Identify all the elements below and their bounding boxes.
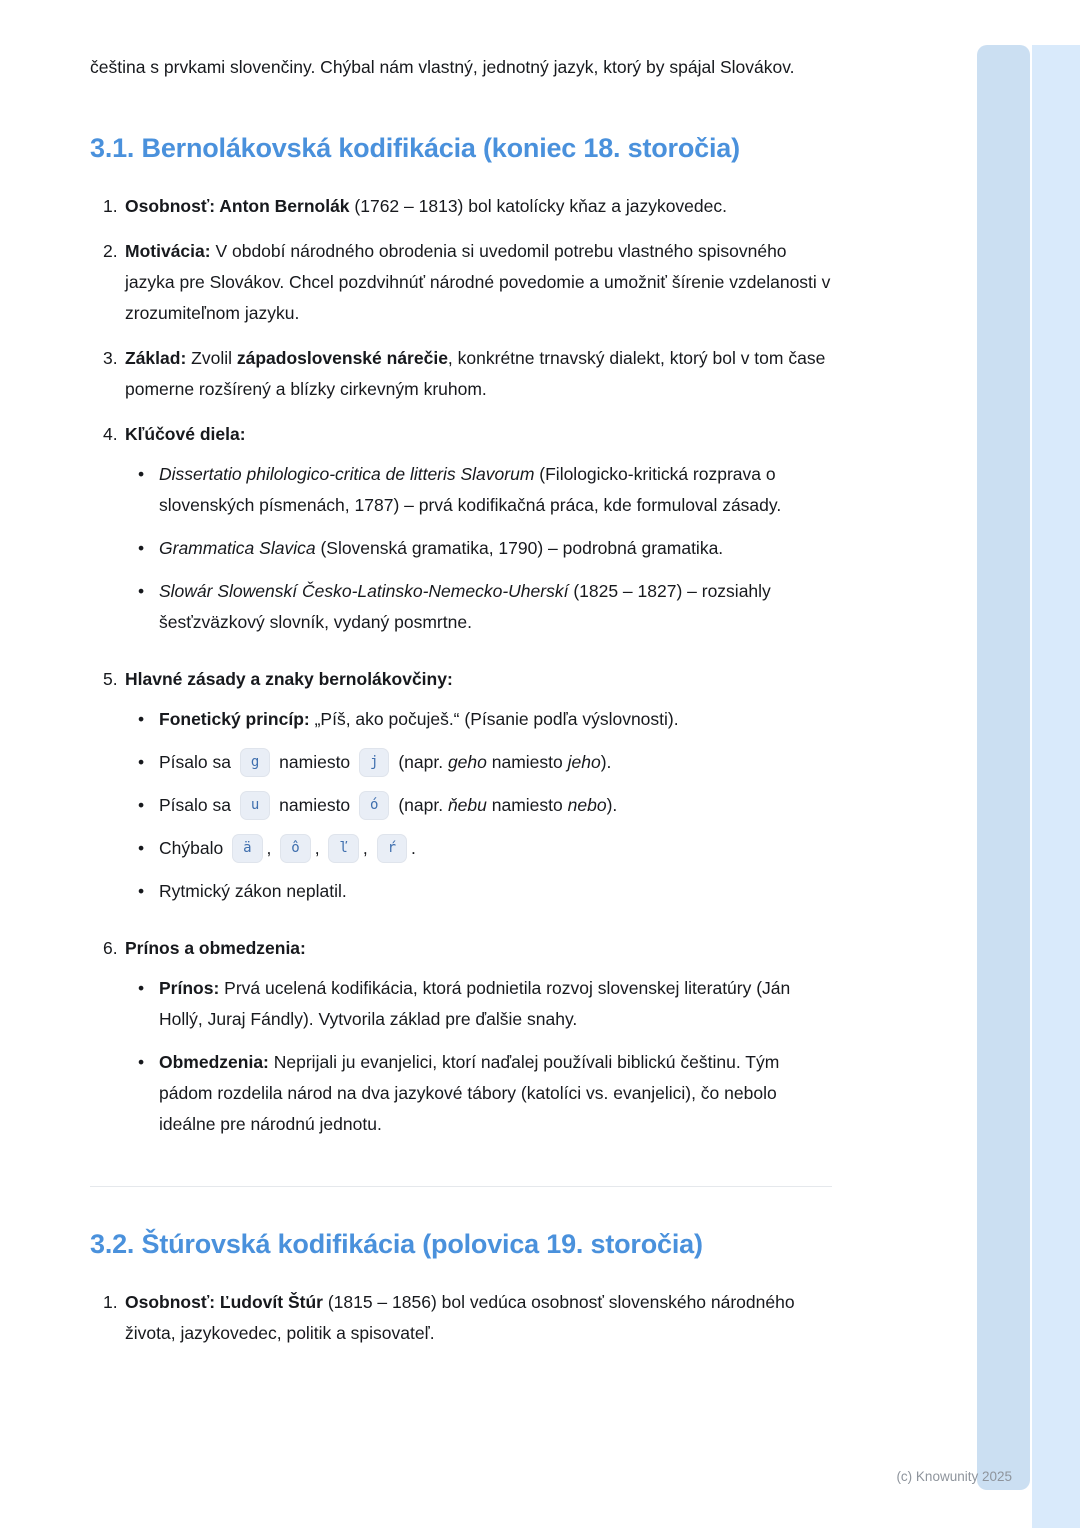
item-text [125, 419, 832, 650]
text-segment: , konkrétne trnavský dialekt, ktorý bol v tom čase pomerne rozšírený a blízky cirkevným kruhom. [125, 348, 826, 399]
text-segment: Základ: [125, 348, 187, 368]
text-segment: Neprijali ju evanjelici, ktorí naďalej používali biblickú češtinu. Tým pádom rozdelila národ na dva jazykové tábory (katolíci vs. evanjelici), čo nebolo ideálne pre národnú jednotu. [159, 1052, 780, 1134]
bullet-marker: • [138, 978, 145, 998]
text-segment: Osobnosť: Anton Bernolák [125, 196, 350, 216]
inline-code-chip: ŕ [377, 834, 407, 863]
text-segment: Dissertatio philologico-critica de litteris Slavorum [159, 464, 535, 484]
inline-code-chip: ô [280, 834, 310, 863]
text-segment: namiesto [486, 752, 568, 772]
text-segment: nebo [567, 795, 607, 815]
section-3-1 [90, 131, 832, 1152]
bullet-item [125, 833, 832, 864]
bullet-list [125, 973, 832, 1140]
scrollbar[interactable] [977, 45, 1030, 1490]
text-segment: (Slovenská gramatika, 1790) – podrobná gramatika. [315, 538, 724, 558]
item-number: 2. [103, 241, 118, 261]
bullet-text [159, 747, 832, 778]
bullet-marker: • [138, 795, 145, 815]
inline-code-chip: ľ [328, 834, 358, 863]
bullet-marker: • [138, 881, 145, 901]
text-segment: (1762 – 1813) bol katolícky kňaz a jazykovedec. [349, 196, 727, 216]
text-segment: Slowár Slowenskí Česko-Latinsko-Nemecko-Uherskí [159, 581, 569, 601]
inline-code-chip: ä [232, 834, 262, 863]
section-3-1-list [90, 191, 832, 1152]
item-number: 3. [103, 348, 118, 368]
text-segment: Obmedzenia: [159, 1052, 269, 1072]
text-segment: (napr. [393, 795, 448, 815]
text-segment: . [411, 838, 416, 858]
text-segment: Hlavné zásady a znaky bernolákovčiny: [125, 669, 453, 689]
section-3-2-title: 3.2. Štúrovská kodifikácia (polovica 19. storočia) [90, 1229, 703, 1259]
numbered-item [90, 191, 832, 222]
numbered-item [90, 419, 832, 650]
inline-code-chip: g [240, 748, 270, 777]
inline-code-chip: u [240, 791, 270, 820]
text-segment: Rytmický zákon neplatil. [159, 881, 347, 901]
text-segment: namiesto [274, 752, 356, 772]
item-text [125, 191, 832, 222]
bullet-item [125, 747, 832, 778]
section-3-2 [90, 1227, 832, 1349]
text-segment: (1815 – 1856) bol vedúca osobnosť slovenského národného života, jazykovedec, politik a spisovateľ. [125, 1292, 795, 1343]
bullet-list [125, 459, 832, 638]
bullet-text [159, 459, 832, 521]
text-segment: Grammatica Slavica [159, 538, 316, 558]
numbered-item [90, 236, 832, 329]
item-number: 6. [103, 938, 118, 958]
intro-paragraph: čeština s prvkami slovenčiny. Chýbal nám vlastný, jednotný jazyk, ktorý by spájal Slovákov. [90, 57, 795, 77]
bullet-text [159, 576, 832, 638]
text-segment: Prínos a obmedzenia: [125, 938, 306, 958]
bullet-item [125, 876, 832, 907]
bullet-marker: • [138, 581, 145, 601]
bullet-text [159, 833, 832, 864]
bullet-item [125, 459, 832, 521]
text-segment: (1825 – 1827) – rozsiahly šesťzväzkový slovník, vydaný posmrtne. [159, 581, 771, 632]
text-segment: Zvolil [186, 348, 237, 368]
item-text [125, 1287, 832, 1349]
text-segment: (napr. [393, 752, 448, 772]
text-segment: Písalo sa [159, 795, 236, 815]
text-segment: namiesto [486, 795, 568, 815]
item-number: 1. [103, 1292, 118, 1312]
text-segment: Motivácia: [125, 241, 211, 261]
text-segment: , [362, 838, 373, 858]
bullet-text [159, 973, 832, 1035]
bullet-marker: • [138, 838, 145, 858]
bullet-text [159, 876, 832, 907]
item-text [125, 933, 832, 1152]
text-segment: Písalo sa [159, 752, 236, 772]
document-content [90, 0, 832, 1363]
text-segment: Chýbalo [159, 838, 229, 858]
text-segment: Prínos: [159, 978, 220, 998]
item-number: 1. [103, 196, 118, 216]
bullet-text [159, 1047, 832, 1140]
text-segment: (Filologicko-kritická rozprava o slovenských písmenách, 1787) – prvá kodifikačná práca, kde formuloval zásady. [159, 464, 782, 515]
section-divider [90, 1186, 832, 1187]
numbered-item [90, 664, 832, 919]
bullet-item [125, 790, 832, 821]
viewer-background-edge [1032, 45, 1080, 1528]
bullet-item [125, 704, 832, 735]
text-segment: jeho [567, 752, 601, 772]
item-text [125, 236, 832, 329]
bullet-item [125, 533, 832, 564]
text-segment: namiesto [274, 795, 356, 815]
numbered-item [90, 1287, 832, 1349]
bullet-marker: • [138, 464, 145, 484]
text-segment: ). [606, 795, 618, 815]
text-segment: ňebu [447, 795, 487, 815]
bullet-text [159, 704, 832, 735]
inline-code-chip: ó [359, 791, 389, 820]
item-number: 4. [103, 424, 118, 444]
bullet-list [125, 704, 832, 907]
bullet-text [159, 790, 832, 821]
bullet-item [125, 1047, 832, 1140]
text-segment: Prvá ucelená kodifikácia, ktorá podnietila rozvoj slovenskej literatúry (Ján Hollý, Juraj Fándly). Vytvorila základ pre ďalšie snahy. [159, 978, 791, 1029]
numbered-item [90, 933, 832, 1152]
section-3-2-list [90, 1287, 832, 1349]
text-segment: Kľúčové diela: [125, 424, 246, 444]
text-segment: V období národného obrodenia si uvedomil potrebu vlastného spisovného jazyka pre Slovákov. Chcel pozdvihnúť národné povedomie a umožniť šírenie vzdelanosti v zrozumiteľnom jazyku. [125, 241, 831, 323]
text-segment: , [314, 838, 325, 858]
item-number: 5. [103, 669, 118, 689]
text-segment: západoslovenské nárečie [236, 348, 448, 368]
item-text [125, 343, 832, 405]
numbered-item [90, 343, 832, 405]
bullet-marker: • [138, 538, 145, 558]
footer-copyright: (c) Knowunity 2025 [896, 1469, 1012, 1484]
bullet-marker: • [138, 709, 145, 729]
bullet-marker: • [138, 752, 145, 772]
text-segment: „Píš, ako počuješ.“ (Písanie podľa výslovnosti). [309, 709, 679, 729]
text-segment: ). [600, 752, 612, 772]
text-segment: geho [447, 752, 487, 772]
text-segment: Fonetický princíp: [159, 709, 310, 729]
bullet-item [125, 576, 832, 638]
bullet-marker: • [138, 1052, 145, 1072]
bullet-item [125, 973, 832, 1035]
item-text [125, 664, 832, 919]
text-segment: , [266, 838, 277, 858]
inline-code-chip: j [359, 748, 389, 777]
bullet-text [159, 533, 832, 564]
section-3-1-title: 3.1. Bernolákovská kodifikácia (koniec 18. storočia) [90, 133, 740, 163]
text-segment: Osobnosť: Ľudovít Štúr [125, 1292, 323, 1312]
